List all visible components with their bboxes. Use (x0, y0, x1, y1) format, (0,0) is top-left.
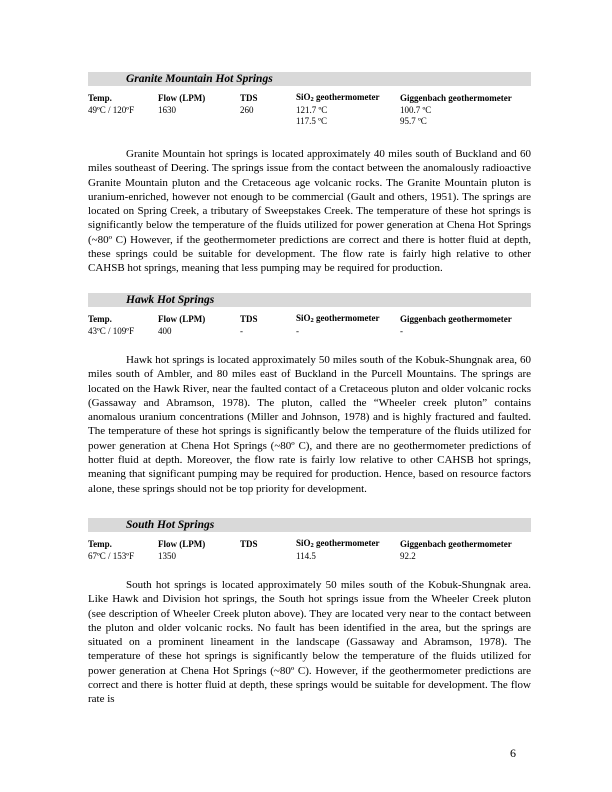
section-south (88, 518, 531, 562)
cell-flow: 1350 (158, 551, 176, 561)
table-row (88, 105, 531, 116)
page-number: 6 (510, 746, 516, 760)
cell-tds (240, 116, 296, 127)
cell-flow: 400 (158, 326, 172, 336)
section-heading-bar (88, 72, 531, 86)
cell-tds (240, 551, 296, 562)
col-flow: Flow (LPM) (158, 314, 206, 324)
table-row (88, 116, 531, 127)
cell-sio2: 114.5 (296, 551, 316, 561)
cell-flow: 1630 (158, 105, 176, 115)
table-header-row (88, 92, 531, 105)
table-row (88, 326, 531, 337)
col-tds: TDS (240, 93, 258, 103)
section-heading-bar (88, 293, 531, 307)
col-temp: Temp. (88, 93, 112, 103)
cell-giggenbach: 95.7 ºC (400, 116, 427, 126)
cell-temp: 67ºC / 153ºF (88, 551, 135, 561)
section-paragraph: South hot springs is located approximately 50 miles south of the Kobuk-Shungnak area. Like Hawk and Division hot springs, the South hot springs issue from the Wheeler Creek pluton (see description of Wheeler Creek pluton above). They are located very near to the contact between the pluton and older volcanic rocks. No fault has been identified in the area, but the springs are situated on a prominent lineament in the landscape (Gassaway and Abramson, 1978). The temperature of these hot springs is significantly below the temperature of the fluids utilized for power generation at Chena Hot Springs (~80º C). However, if the geothermometer predictions are correct and there is hotter fluid at depth, these springs would be suitable for development. The flow rate is (88, 579, 531, 706)
col-sio2: SiO$_2$ geothermometer (296, 92, 380, 103)
col-flow: Flow (LPM) (158, 93, 206, 103)
col-temp: Temp. (88, 539, 112, 549)
col-sio2: SiO$_2$ geothermometer (296, 313, 380, 324)
cell-tds: 260 (240, 105, 254, 115)
table-header-row (88, 538, 531, 551)
section-hawk (88, 293, 531, 337)
col-giggenbach: Giggenbach geothermometer (400, 539, 512, 549)
cell-tds: - (240, 326, 243, 336)
section-title: South Hot Springs (126, 519, 215, 531)
section-paragraph: Hawk hot springs is located approximately 50 miles south of the Kobuk-Shungnak area, 60 miles south of Ambler, and 80 miles east of Buckland in the Purcell Mountains. The springs are located on the Hawk River, near the faulted contact of a Cretaceous pluton and older volcanic rocks (Gassaway and Abramson, 1978). The pluton, called the “Wheeler creek pluton” contains anomalous uranium concentrations (Miller and Johnson, 1978) and is highly fractured and faulted. The temperature of these hot springs is significantly below the temperature of the fluids utilized for power generation at Chena Hot Springs (~80º C), and there are no geothermometer predictions of hotter fluid at depth. Moreover, the flow rate is fairly low relative to other CAHSB hot springs, meaning that significant pumping may be required for production. Hence, based on resource factors alone, these springs should not be top priority for development. (88, 354, 531, 495)
col-giggenbach: Giggenbach geothermometer (400, 93, 512, 103)
cell-sio2: 117.5 ºC (296, 116, 327, 126)
section-heading-bar (88, 518, 531, 532)
section-title: Granite Mountain Hot Springs (126, 73, 273, 85)
cell-sio2: 121.7 ºC (296, 105, 328, 115)
col-tds: TDS (240, 539, 258, 549)
properties-table (88, 313, 531, 337)
table-header-row (88, 313, 531, 326)
table-row (88, 551, 531, 562)
col-giggenbach: Giggenbach geothermometer (400, 314, 512, 324)
properties-table (88, 538, 531, 562)
col-sio2: SiO$_2$ geothermometer (296, 538, 380, 549)
cell-giggenbach: - (400, 326, 403, 336)
cell-temp: 49ºC / 120ºF (88, 105, 135, 115)
properties-table (88, 92, 531, 127)
col-temp: Temp. (88, 314, 112, 324)
col-tds: TDS (240, 314, 258, 324)
cell-sio2: - (296, 326, 299, 336)
cell-temp: 43ºC / 109ºF (88, 326, 135, 336)
col-flow: Flow (LPM) (158, 539, 206, 549)
cell-giggenbach: 92.2 (400, 551, 416, 561)
section-title: Hawk Hot Springs (126, 294, 215, 306)
cell-flow (158, 116, 240, 127)
section-granite-mountain (88, 72, 531, 127)
cell-temp (88, 116, 158, 127)
cell-giggenbach: 100.7 ºC (400, 105, 432, 115)
section-paragraph: Granite Mountain hot springs is located approximately 40 miles south of Buckland and 60 miles southeast of Deering. The springs issue from the contact between the anomalously radioactive Granite Mountain pluton and the Cretaceous age volcanic rocks. The Granite Mountain pluton is uranium-enriched, however not enough to be commercial (Gault and others, 1951). The springs are located on Spring Creek, a tributary of Sweepstakes Creek. The temperature of these hot springs is significantly below the temperature of the fluids utilized for power generation at Chena Hot Springs (~80º C) However, if the geothermometer predictions are correct and there is hotter fluid at depth, these springs could be suitable for development. The flow rate is fairly high relative to other CAHSB hot springs, meaning that less pumping may be required for production. (88, 148, 531, 275)
